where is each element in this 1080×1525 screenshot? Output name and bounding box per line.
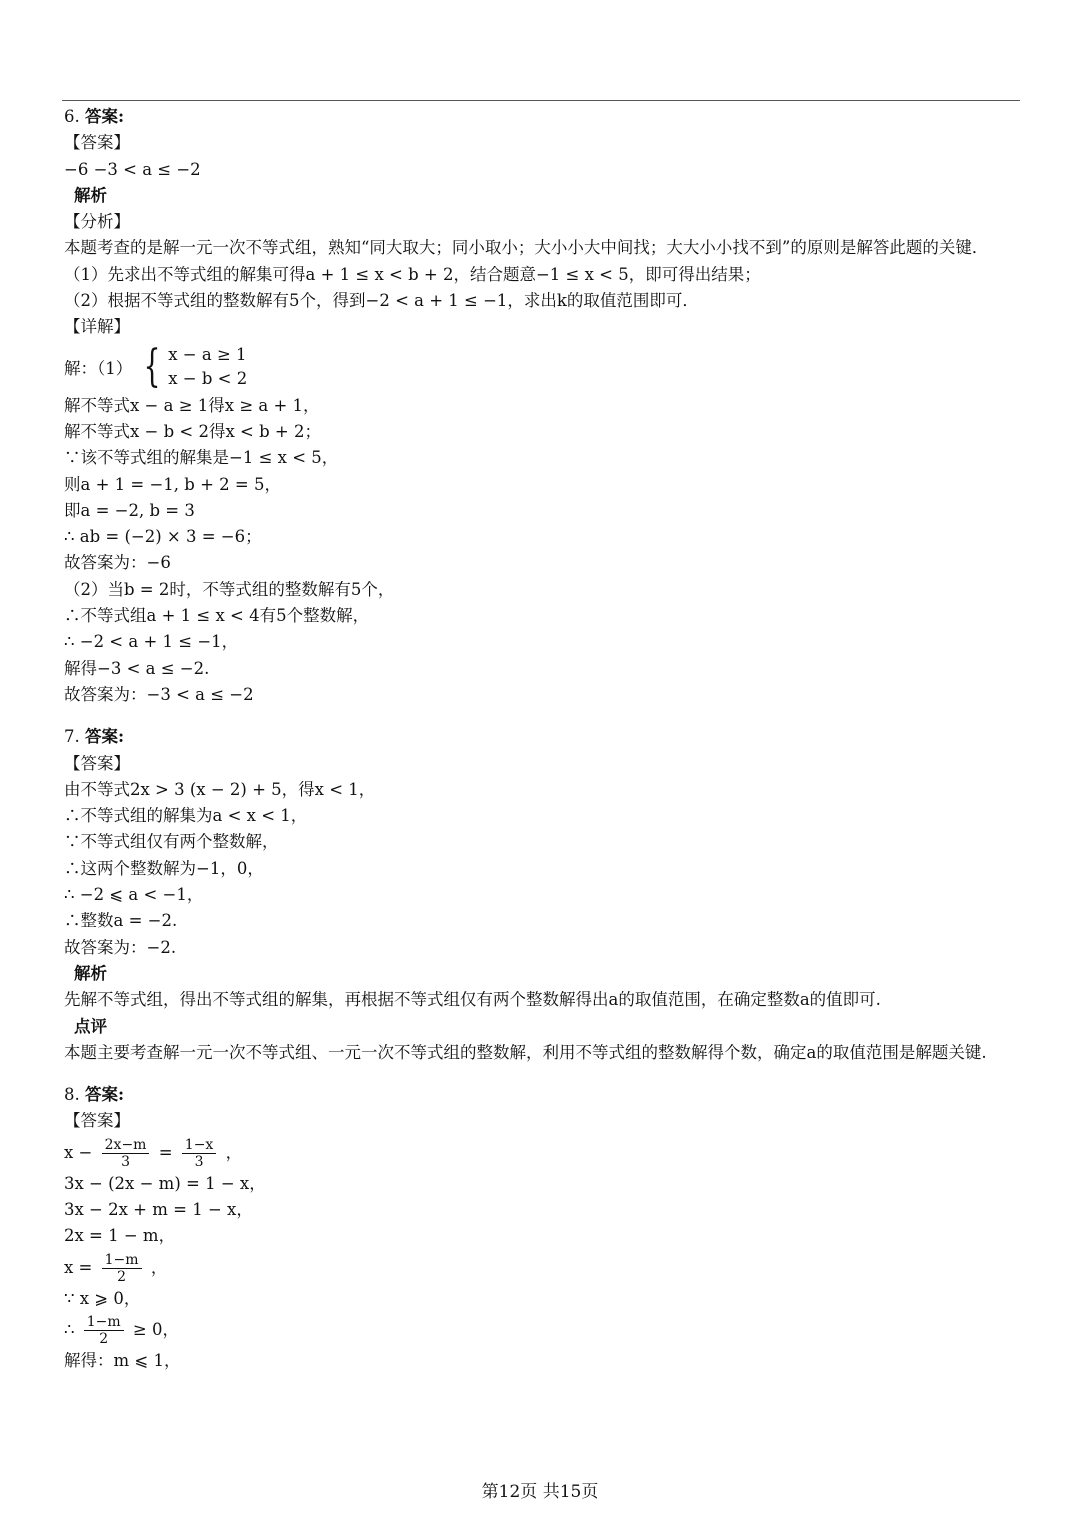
q6-header — [64, 104, 1020, 130]
q8-eq5-prefix: x = — [64, 1257, 93, 1277]
q7-comment-heading: 点评 — [74, 1016, 107, 1036]
q6-system-line-2: x − b < 2 — [168, 368, 248, 388]
q6-line: 则a + 1 = −1, b + 2 = 5， — [64, 474, 281, 494]
q7-line: ∴整数a = −2. — [64, 911, 178, 931]
fraction-denominator: 2 — [117, 1268, 127, 1285]
q6-line: 故答案为：−3 < a ≤ −2 — [64, 684, 254, 704]
q6-system-line-1: x − a ≥ 1 — [168, 344, 247, 364]
q8-equation-7 — [64, 1312, 1020, 1348]
q7-analysis-text: 先解不等式组，得出不等式组的解集，再根据不等式组仅有两个整数解得出a的取值范围，在确定整数a的值即可. — [64, 990, 881, 1010]
q8-tag-answer: 【答案】 — [64, 1111, 130, 1131]
q7-answer-label: 答案: — [85, 727, 125, 747]
q6-system-prefix: 解：（1） — [64, 358, 133, 378]
q8-eq1-fraction-right — [182, 1137, 217, 1170]
q7-line: ∴这两个整数解为−1，0， — [64, 858, 264, 878]
q6-answer-label: 答案: — [85, 107, 125, 126]
q6-number: 6. — [64, 107, 80, 126]
q6-line: 解不等式x − a ≥ 1得x ≥ a + 1， — [64, 395, 320, 415]
q6-line: 解不等式x − b < 2得x < b + 2； — [64, 421, 321, 441]
q8-eq1-equals: = — [158, 1142, 173, 1162]
fraction-denominator: 3 — [194, 1153, 204, 1170]
q8-eq7-fraction — [84, 1314, 124, 1347]
q8-number: 8. — [64, 1085, 80, 1105]
q6-system-lines — [168, 343, 247, 391]
q8-equation-5 — [64, 1250, 1020, 1286]
q6-fenxi-text: 本题考查的是解一元一次不等式组，熟知“同大取大；同小取小；大小小大中间找；大大小小找不到”的原则是解答此题的关键． — [64, 238, 989, 258]
q6-line: ∵该不等式组的解集是−1 ≤ x < 5， — [64, 448, 339, 468]
q6-tag-xiangjie: 【详解】 — [64, 317, 130, 337]
q6-analysis-heading: 解析 — [74, 185, 107, 205]
q7-line: ∴ −2 ⩽ a < −1， — [64, 885, 204, 905]
q6-step2: （2）根据不等式组的整数解有5个，得到−2 < a + 1 ≤ −1，求出k的取值范围即可． — [64, 291, 699, 311]
q8-line: 2x = 1 − m， — [64, 1226, 176, 1246]
fraction-numerator: 2x−m — [102, 1137, 150, 1154]
document-body — [64, 104, 1020, 1374]
q7-line: ∵不等式组仅有两个整数解， — [64, 832, 279, 852]
q8-equation-1 — [64, 1135, 1020, 1171]
q6-line: 即a = −2, b = 3 — [64, 500, 195, 520]
q8-eq1-prefix: x − — [64, 1142, 93, 1162]
page-footer: 第12页 共15页 — [481, 1482, 599, 1502]
q6-line: 解得−3 < a ≤ −2. — [64, 658, 210, 678]
q8-line: 3x − 2x + m = 1 − x， — [64, 1199, 253, 1219]
fraction-denominator: 3 — [121, 1153, 130, 1170]
q8-last-line: 解得：m ⩽ 1， — [64, 1350, 181, 1370]
q8-since-line: ∵ x ⩾ 0， — [64, 1288, 141, 1308]
q7-line: ∴不等式组的解集为a < x < 1， — [64, 806, 308, 826]
q8-eq7-prefix: ∴ — [64, 1319, 75, 1339]
q8-answer-label: 答案: — [85, 1085, 125, 1105]
q8-eq1-fraction-left — [102, 1137, 150, 1170]
q8-eq5-fraction — [102, 1252, 142, 1285]
q7-line: 由不等式2x > 3 (x − 2) + 5，得x < 1， — [64, 779, 376, 799]
q6-tag-answer: 【答案】 — [64, 133, 130, 153]
q6-inequality-system — [64, 341, 1020, 393]
q7-tag-answer: 【答案】 — [64, 753, 130, 773]
q7-line: 故答案为：−2. — [64, 937, 177, 957]
header-rule — [62, 100, 1020, 101]
q6-line: ∴不等式组a + 1 ≤ x < 4有5个整数解， — [64, 606, 370, 626]
fraction-numerator: 1−x — [182, 1137, 217, 1154]
q6-answer-line: −6 −3 < a ≤ −2 — [64, 159, 201, 179]
q8-eq1-suffix: ， — [225, 1142, 243, 1162]
q7-comment-text: 本题主要考查解一元一次不等式组、一元一次不等式组的整数解，利用不等式组的整数解得个数，确定a的取值范围是解题关键. — [64, 1042, 987, 1062]
q6-step1: （1）先求出不等式组的解集可得a + 1 ≤ x < b + 2，结合题意−1 ≤ x < 5，即可得出结果； — [64, 264, 761, 284]
q6-line: ∴ ab = (−2) × 3 = −6； — [64, 527, 262, 547]
fraction-numerator: 1−m — [84, 1314, 124, 1331]
q7-analysis-heading: 解析 — [74, 963, 107, 983]
q8-line: 3x − (2x − m) = 1 − x， — [64, 1173, 266, 1193]
q7-header — [64, 724, 1020, 750]
q6-tag-fenxi: 【分析】 — [64, 212, 130, 232]
fraction-numerator: 1−m — [102, 1252, 142, 1269]
q8-header — [64, 1082, 1020, 1108]
left-brace-icon: { — [143, 340, 161, 392]
q7-number: 7. — [64, 727, 80, 747]
q8-eq5-suffix: ， — [150, 1257, 168, 1277]
q8-eq7-suffix: ≥ 0， — [132, 1319, 179, 1339]
q6-line: （2）当b = 2时，不等式组的整数解有5个， — [64, 579, 395, 599]
q6-line: ∴ −2 < a + 1 ≤ −1， — [64, 632, 239, 652]
q6-line: 故答案为：−6 — [64, 553, 171, 573]
fraction-denominator: 2 — [99, 1330, 109, 1347]
